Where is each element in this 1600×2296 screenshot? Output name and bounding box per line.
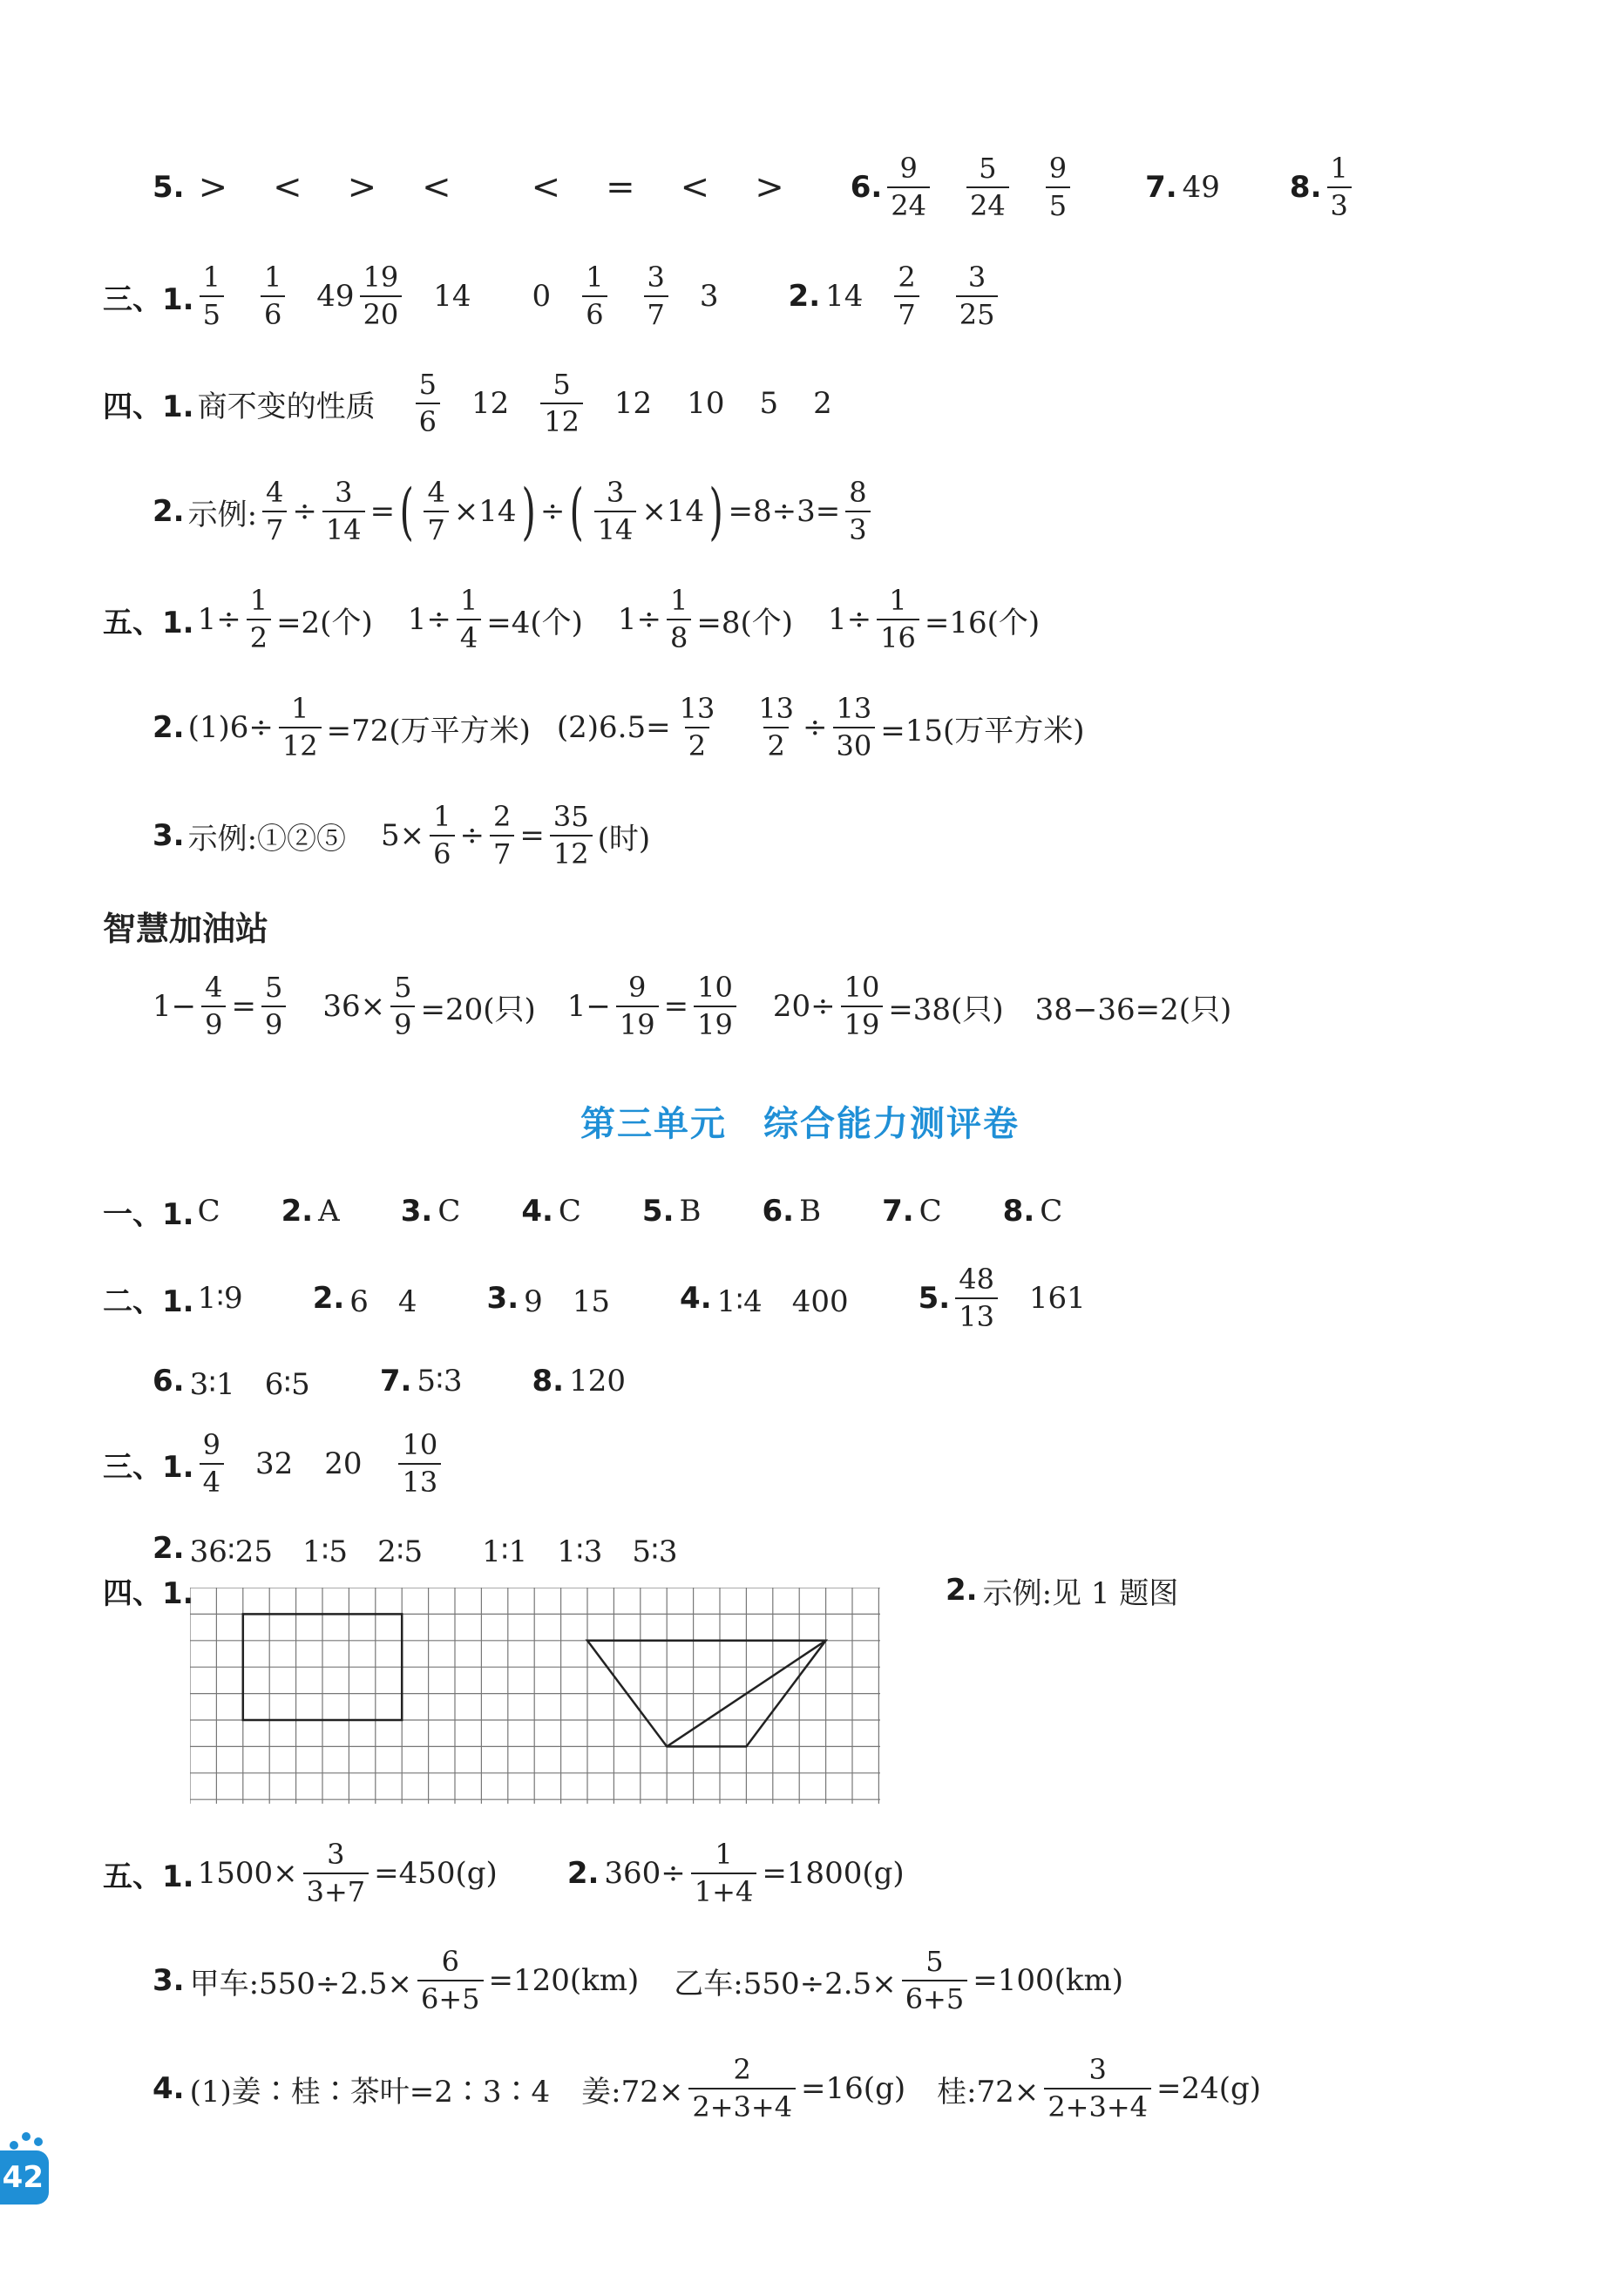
- expr: =38(只): [888, 992, 1004, 1027]
- answer: 1∶9: [197, 1281, 243, 1316]
- symbol: <: [531, 167, 561, 207]
- fraction: $\frac{1}{6}$: [430, 801, 454, 870]
- answer-line-s5c: [153, 2041, 1261, 2137]
- q5-label: 5.: [153, 170, 185, 205]
- expr: 姜:72×: [581, 2074, 684, 2110]
- expr: (2)6.5=: [556, 710, 671, 745]
- paren-open: (: [399, 476, 414, 547]
- fraction: $\frac{2}{7}$: [490, 801, 514, 870]
- q3-label: 3.: [153, 818, 185, 853]
- page-number: 42: [0, 2150, 49, 2205]
- fraction: $\frac{1}{12}$: [279, 693, 322, 762]
- value: 49: [316, 279, 355, 314]
- answer-line-s3b: [153, 1500, 678, 1596]
- symbol: <: [680, 167, 710, 207]
- paren-close: ): [521, 476, 536, 547]
- expr: 桂:72×: [937, 2074, 1040, 2110]
- value: 14: [825, 279, 864, 314]
- section-4-label: 四、1.: [103, 389, 194, 424]
- section-3-label: 三、1.: [103, 281, 194, 317]
- fraction: $\frac{1}{1+4}$: [691, 1839, 757, 1908]
- answer: 3∶1 6∶5: [189, 1366, 310, 1402]
- answer-line-2: [103, 248, 1003, 344]
- fraction: $\frac{5}{6+5}$: [902, 1946, 968, 2015]
- expr: 1÷: [617, 602, 661, 637]
- answer: B: [679, 1194, 702, 1229]
- q-label: 8.: [1002, 1194, 1035, 1229]
- fraction: $\frac{10}{19}$: [841, 972, 884, 1041]
- value: 12: [471, 386, 510, 421]
- fraction: 5 12: [540, 369, 583, 438]
- answer: 161: [1028, 1281, 1086, 1316]
- q-label: 2.: [566, 1856, 600, 1891]
- fraction: $\frac{1}{4}$: [457, 585, 481, 654]
- fraction: 2 7: [894, 261, 919, 331]
- q-label: 5.: [918, 1281, 951, 1316]
- q-label: 3.: [153, 1963, 185, 1998]
- q-label: 2.: [153, 1531, 185, 1566]
- expr: 1−: [566, 989, 611, 1024]
- expr: =4(个): [486, 605, 583, 640]
- fraction: $\frac{10}{19}$: [694, 972, 736, 1041]
- q7-answer: 49: [1182, 170, 1220, 205]
- answer: 36∶25 1∶5 2∶5 1∶1 1∶3 5∶3: [189, 1534, 678, 1569]
- answer: C: [558, 1194, 581, 1229]
- expr: 1÷: [197, 602, 241, 637]
- fraction: 1 3: [1327, 152, 1352, 222]
- expr: 乙车:550÷2.5×: [674, 1966, 897, 2001]
- expr: =1800(g): [762, 1856, 905, 1891]
- answer: C: [919, 1194, 942, 1229]
- q-label: 2.: [312, 1281, 345, 1316]
- text: 示例:①②⑤: [187, 821, 347, 857]
- q-label: 4.: [153, 2071, 185, 2106]
- expr: 1500×: [197, 1856, 298, 1891]
- q-label: 8.: [532, 1364, 565, 1399]
- fraction: $\frac{4}{9}$: [201, 972, 226, 1041]
- operator: =: [519, 818, 545, 853]
- q-label: 2.: [946, 1573, 978, 1608]
- grid-figure: [190, 1588, 880, 1804]
- answer-line-6: [153, 680, 1085, 775]
- symbol: >: [347, 167, 377, 207]
- fraction: $\frac{5}{9}$: [390, 972, 415, 1041]
- operator: ÷: [459, 818, 485, 853]
- value: 5: [759, 386, 779, 421]
- symbol: >: [198, 167, 228, 207]
- expr: =100(km): [973, 1963, 1123, 1998]
- answer: 5∶3: [417, 1364, 463, 1399]
- answer: 1∶4 400: [716, 1283, 849, 1319]
- answer: 120: [569, 1364, 626, 1399]
- fraction: $\frac{1}{8}$: [667, 585, 691, 654]
- badge-decoration-icon: [7, 2126, 45, 2152]
- expr: 38−36=2(只): [1034, 992, 1232, 1027]
- fraction: $\frac{3}{14}$: [594, 477, 637, 546]
- expr: 360÷: [604, 1856, 686, 1891]
- answer-line-zhihui: [153, 958, 1231, 1054]
- fraction: 48 13: [955, 1263, 998, 1333]
- q-label: 4.: [680, 1281, 712, 1316]
- fraction: $\frac{13}{30}$: [833, 693, 876, 762]
- q-label: 5.: [641, 1194, 675, 1229]
- section-1-label: 一、1.: [103, 1196, 194, 1232]
- paren-close: ): [708, 476, 724, 547]
- value: 10: [687, 386, 725, 421]
- expr: (时): [597, 821, 651, 857]
- q-label: 6.: [153, 1364, 185, 1399]
- answer: 9 15: [524, 1283, 611, 1319]
- section-5-label: 五、1.: [103, 605, 194, 640]
- answer: 6 4: [349, 1283, 417, 1319]
- fraction: 9 5: [1046, 152, 1070, 222]
- answer-line-1: [153, 139, 1357, 235]
- fraction: 19 20: [360, 261, 403, 331]
- fraction: 9 4: [200, 1429, 224, 1499]
- operator: ÷: [539, 494, 566, 529]
- fraction: 9 24: [887, 152, 930, 222]
- section-heading: 智慧加油站: [103, 910, 269, 948]
- expr: =15(万平方米): [880, 713, 1085, 748]
- fraction: 5 6: [416, 369, 440, 438]
- expr: 36×: [322, 989, 386, 1024]
- fraction: $\frac{4}{7}$: [262, 477, 287, 546]
- fraction: 1 6: [261, 261, 285, 331]
- operator: ÷: [803, 710, 828, 745]
- text: 示例:: [187, 497, 258, 532]
- answer: 示例:见 1 题图: [982, 1575, 1179, 1611]
- fraction: $\frac{4}{7}$: [424, 477, 448, 546]
- answer-line-s2: [103, 1250, 1086, 1346]
- expr: 甲车:550÷2.5×: [189, 1966, 412, 2001]
- expr: =24(g): [1156, 2071, 1262, 2106]
- fraction: $\frac{3}{3+7}$: [303, 1839, 369, 1908]
- expr: 20÷: [772, 989, 836, 1024]
- answer-line-7: [153, 788, 650, 884]
- q-label: 3.: [400, 1194, 433, 1229]
- expr: =72(万平方米): [326, 713, 531, 748]
- answer-line-s4: [103, 1560, 194, 1621]
- fraction: $\frac{35}{12}$: [550, 801, 593, 870]
- q-label: 3.: [486, 1281, 519, 1316]
- answer: C: [1040, 1194, 1063, 1229]
- expr: ×14: [641, 494, 705, 529]
- expr: =2(个): [276, 605, 373, 640]
- fraction: $\frac{1}{2}$: [247, 585, 271, 654]
- q-label: 7.: [379, 1364, 412, 1399]
- fraction: 5 24: [966, 152, 1009, 222]
- value: 2: [813, 386, 832, 421]
- value: 32: [254, 1446, 294, 1481]
- fraction: $\frac{13}{2}$: [758, 692, 795, 762]
- expr: =120(km): [488, 1963, 640, 1998]
- symbol: <: [422, 167, 451, 207]
- fraction: $\frac{5}{9}$: [261, 972, 286, 1041]
- q-label: 7.: [882, 1194, 914, 1229]
- fraction: $\frac{13}{2}$: [679, 692, 715, 762]
- expr: 1−: [153, 989, 197, 1024]
- q2-label: 2.: [153, 710, 185, 745]
- q2-label: 2.: [788, 279, 821, 314]
- answer: B: [799, 1194, 822, 1229]
- symbol: =: [606, 167, 635, 207]
- fraction: 10 13: [398, 1429, 441, 1499]
- value: 12: [614, 386, 653, 421]
- answer-line-s4-q2: [946, 1560, 1178, 1621]
- expr: ×14: [453, 494, 517, 529]
- fraction: $\frac{3}{14}$: [322, 477, 365, 546]
- expr: =20(只): [420, 992, 536, 1027]
- fraction: $\frac{9}{19}$: [616, 972, 659, 1041]
- q-label: 4.: [521, 1194, 553, 1229]
- answer: A: [318, 1194, 340, 1229]
- fraction: $\frac{2}{2+3+4}$: [688, 2054, 796, 2123]
- expr: 1÷: [828, 602, 872, 637]
- fraction: 1 6: [582, 261, 607, 331]
- section-4-label: 四、1.: [103, 1575, 194, 1611]
- expr: (1)6÷: [187, 710, 274, 745]
- operator: =: [369, 494, 396, 529]
- unit-title: 第三单元 综合能力测评卷: [580, 1104, 1020, 1144]
- answer-line-s3: [103, 1416, 446, 1512]
- q-label: 2.: [281, 1194, 314, 1229]
- expr: =16(g): [801, 2071, 906, 2106]
- q-label: 6.: [762, 1194, 795, 1229]
- fraction: 1 5: [200, 261, 224, 331]
- value: 14: [433, 279, 471, 314]
- symbol: <: [273, 167, 302, 207]
- expr: (1)姜∶桂∶茶叶=2∶3∶4: [189, 2074, 551, 2110]
- q8-label: 8.: [1289, 170, 1322, 205]
- fraction: $\frac{1}{16}$: [877, 585, 919, 654]
- value: 3: [699, 279, 719, 314]
- expr: =450(g): [374, 1856, 498, 1891]
- expr: =16(个): [924, 605, 1041, 640]
- answer-line-s5: [103, 1825, 905, 1921]
- expr: =8(个): [696, 605, 793, 640]
- operator: =: [231, 989, 256, 1024]
- fraction: 3 25: [956, 261, 999, 331]
- q7-label: 7.: [1145, 170, 1177, 205]
- operator: ÷: [292, 494, 317, 529]
- operator: =: [663, 989, 689, 1024]
- section-3-label: 三、1.: [103, 1449, 194, 1485]
- text: 商不变的性质: [197, 389, 376, 424]
- answer: C: [197, 1194, 220, 1229]
- value: 20: [324, 1446, 363, 1481]
- symbol: >: [755, 167, 784, 207]
- expr: 1÷: [407, 602, 451, 637]
- q2-label: 2.: [153, 494, 185, 529]
- paren-open: (: [569, 476, 585, 547]
- value: 0: [532, 279, 552, 314]
- fraction: $\frac{3}{2+3+4}$: [1044, 2054, 1151, 2123]
- fraction: $\frac{6}{6+5}$: [417, 1946, 484, 2015]
- answer-line-3: [103, 356, 832, 451]
- answer-line-4: [153, 464, 876, 559]
- answer-line-s2b: [153, 1333, 626, 1429]
- q6-label: 6.: [850, 170, 883, 205]
- section-5-label: 五、1.: [103, 1859, 194, 1894]
- answer-line-5: [103, 572, 1040, 667]
- answer: C: [437, 1194, 461, 1229]
- expr: =8÷3=: [728, 494, 841, 529]
- fraction: 3 7: [644, 261, 668, 331]
- expr: 5×: [381, 818, 425, 853]
- section-2-label: 二、1.: [103, 1283, 194, 1319]
- answer-line-s1: [103, 1163, 1062, 1259]
- fraction: $\frac{8}{3}$: [845, 477, 870, 546]
- answer-line-s5b: [153, 1933, 1123, 2028]
